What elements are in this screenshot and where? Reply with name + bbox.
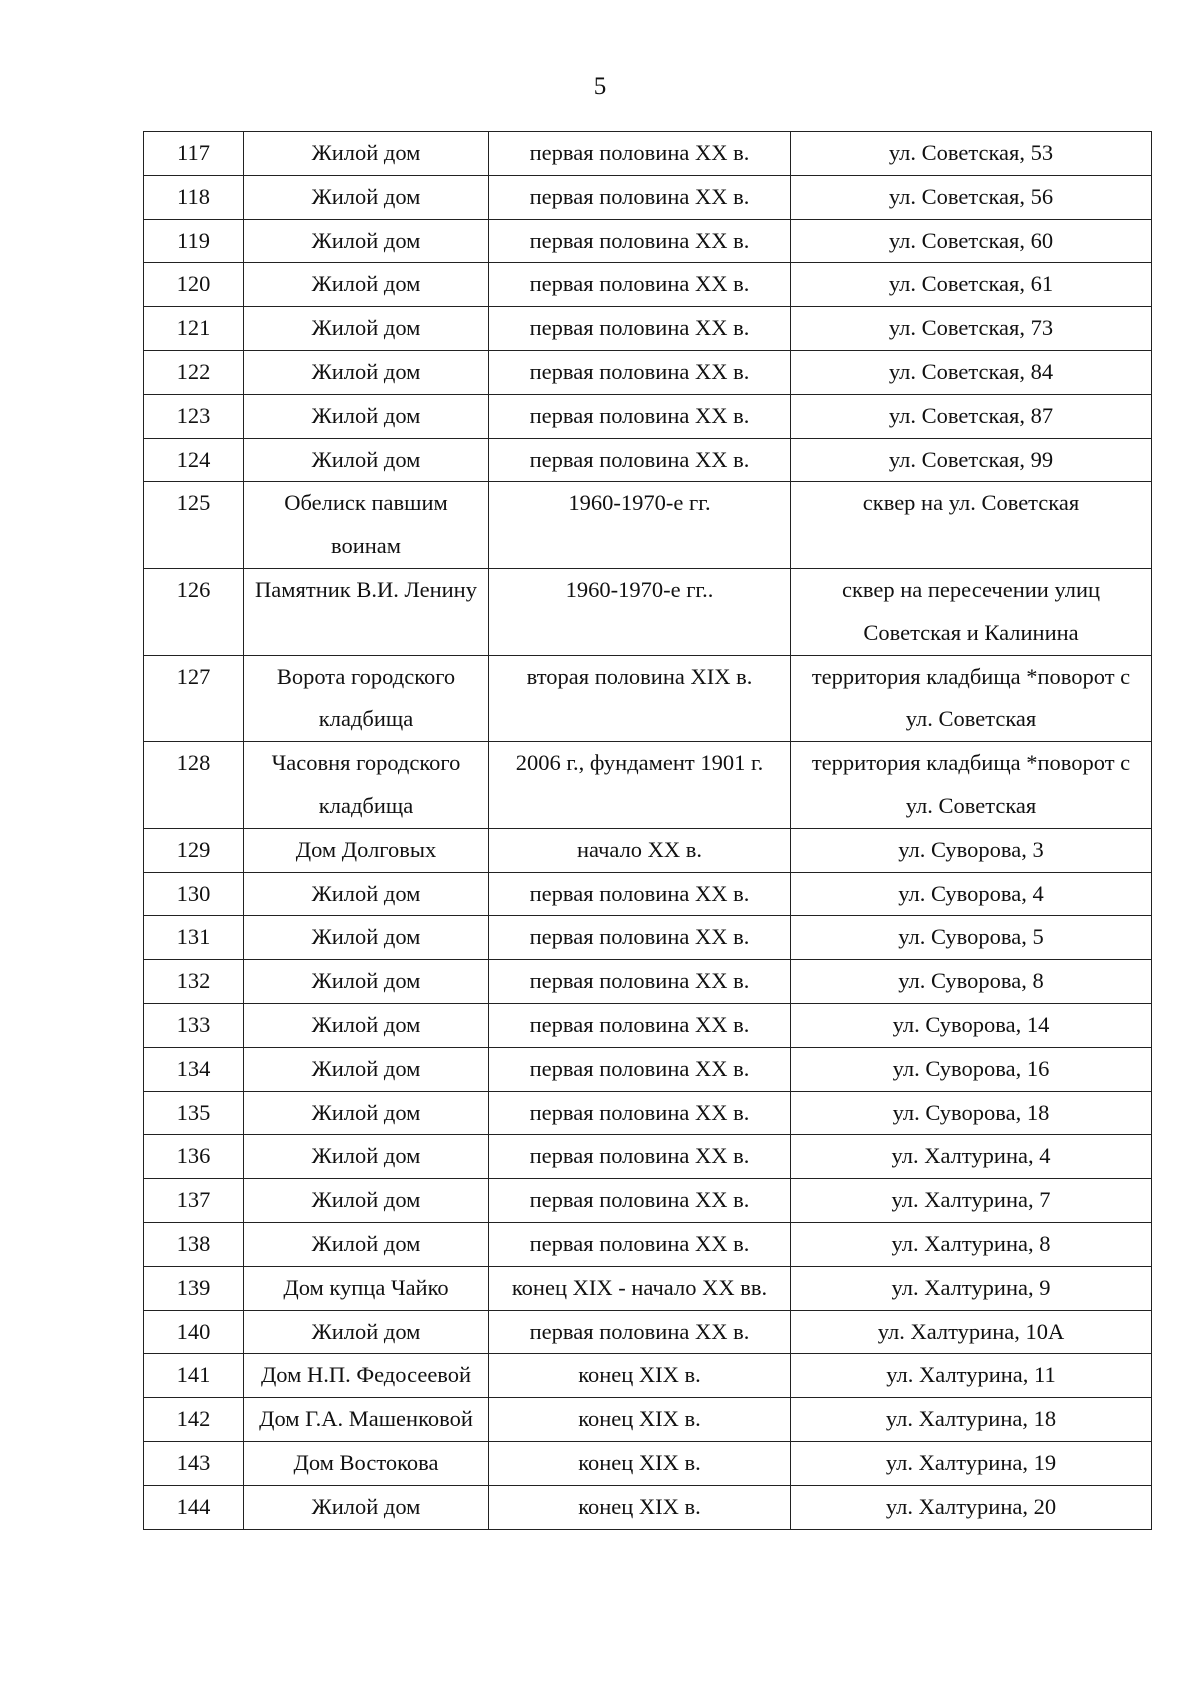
cell-number: 143 bbox=[144, 1441, 244, 1485]
cell-address: ул. Халтурина, 8 bbox=[791, 1222, 1152, 1266]
cell-object-name: Ворота городского кладбища bbox=[244, 655, 489, 742]
table-row bbox=[144, 307, 1152, 351]
table-row bbox=[144, 568, 1152, 655]
cell-address: ул. Советская, 56 bbox=[791, 175, 1152, 219]
table-row bbox=[144, 916, 1152, 960]
cell-object-name: Жилой дом bbox=[244, 438, 489, 482]
cell-object-name: Часовня городского кладбища bbox=[244, 742, 489, 829]
cell-address: ул. Советская, 60 bbox=[791, 219, 1152, 263]
cell-date: 1960-1970-е гг. bbox=[489, 482, 791, 569]
cell-number: 136 bbox=[144, 1135, 244, 1179]
cell-number: 138 bbox=[144, 1222, 244, 1266]
cell-date: начало XX в. bbox=[489, 828, 791, 872]
cell-address: ул. Суворова, 8 bbox=[791, 960, 1152, 1004]
cell-date: 2006 г., фундамент 1901 г. bbox=[489, 742, 791, 829]
cell-date: первая половина XX в. bbox=[489, 175, 791, 219]
table-body bbox=[144, 132, 1152, 1530]
table-row bbox=[144, 1003, 1152, 1047]
cell-date: первая половина XX в. bbox=[489, 219, 791, 263]
cell-number: 137 bbox=[144, 1179, 244, 1223]
cell-object-name: Жилой дом bbox=[244, 307, 489, 351]
table-row bbox=[144, 1310, 1152, 1354]
cell-date: первая половина XX в. bbox=[489, 1222, 791, 1266]
cell-object-name: Памятник В.И. Ленину bbox=[244, 568, 489, 655]
cell-number: 122 bbox=[144, 350, 244, 394]
cell-date: первая половина XX в. bbox=[489, 1091, 791, 1135]
cell-address: ул. Суворова, 3 bbox=[791, 828, 1152, 872]
table-row bbox=[144, 1135, 1152, 1179]
cell-number: 127 bbox=[144, 655, 244, 742]
cell-date: первая половина XX в. bbox=[489, 916, 791, 960]
table-row bbox=[144, 132, 1152, 176]
cell-date: первая половина XX в. bbox=[489, 1047, 791, 1091]
cell-date: первая половина XX в. bbox=[489, 1310, 791, 1354]
cell-object-name: Жилой дом bbox=[244, 872, 489, 916]
table-row bbox=[144, 1179, 1152, 1223]
cell-address: ул. Халтурина, 11 bbox=[791, 1354, 1152, 1398]
cell-number: 135 bbox=[144, 1091, 244, 1135]
cell-address: ул. Советская, 53 bbox=[791, 132, 1152, 176]
table-row bbox=[144, 960, 1152, 1004]
cell-object-name: Дом Востокова bbox=[244, 1441, 489, 1485]
table-row bbox=[144, 1354, 1152, 1398]
cell-object-name: Жилой дом bbox=[244, 350, 489, 394]
cell-number: 118 bbox=[144, 175, 244, 219]
cell-date: первая половина XX в. bbox=[489, 350, 791, 394]
cell-date: первая половина XX в. bbox=[489, 394, 791, 438]
table-row bbox=[144, 655, 1152, 742]
cell-date: вторая половина XIX в. bbox=[489, 655, 791, 742]
cell-number: 117 bbox=[144, 132, 244, 176]
cell-object-name: Жилой дом bbox=[244, 1485, 489, 1529]
cell-date: конец XIX в. bbox=[489, 1441, 791, 1485]
table-row bbox=[144, 1266, 1152, 1310]
cell-address: ул. Советская, 87 bbox=[791, 394, 1152, 438]
table-row bbox=[144, 742, 1152, 829]
cell-number: 142 bbox=[144, 1398, 244, 1442]
cell-object-name: Дом Долговых bbox=[244, 828, 489, 872]
cell-object-name: Жилой дом bbox=[244, 1310, 489, 1354]
cell-object-name: Жилой дом bbox=[244, 1047, 489, 1091]
cell-object-name: Жилой дом bbox=[244, 1091, 489, 1135]
cell-date: конец XIX в. bbox=[489, 1485, 791, 1529]
cell-object-name: Жилой дом bbox=[244, 175, 489, 219]
cell-date: первая половина XX в. bbox=[489, 132, 791, 176]
page-number: 5 bbox=[593, 73, 607, 100]
table-row bbox=[144, 263, 1152, 307]
cell-date: первая половина XX в. bbox=[489, 960, 791, 1004]
cell-object-name: Жилой дом bbox=[244, 394, 489, 438]
cell-address: ул. Советская, 73 bbox=[791, 307, 1152, 351]
cell-address: ул. Халтурина, 18 bbox=[791, 1398, 1152, 1442]
table-row bbox=[144, 1222, 1152, 1266]
cell-object-name: Дом Г.А. Машенковой bbox=[244, 1398, 489, 1442]
cell-date: конец XIX - начало XX вв. bbox=[489, 1266, 791, 1310]
table-row bbox=[144, 219, 1152, 263]
cell-number: 134 bbox=[144, 1047, 244, 1091]
cell-date: первая половина XX в. bbox=[489, 438, 791, 482]
cell-number: 139 bbox=[144, 1266, 244, 1310]
table-row bbox=[144, 482, 1152, 569]
table-row bbox=[144, 1047, 1152, 1091]
table-row bbox=[144, 350, 1152, 394]
table-row bbox=[144, 1091, 1152, 1135]
cell-date: первая половина XX в. bbox=[489, 263, 791, 307]
cell-address: ул. Советская, 84 bbox=[791, 350, 1152, 394]
cell-object-name: Жилой дом bbox=[244, 263, 489, 307]
cell-address: ул. Халтурина, 9 bbox=[791, 1266, 1152, 1310]
cell-object-name: Жилой дом bbox=[244, 219, 489, 263]
table-row bbox=[144, 438, 1152, 482]
cell-number: 119 bbox=[144, 219, 244, 263]
cell-number: 125 bbox=[144, 482, 244, 569]
cell-number: 128 bbox=[144, 742, 244, 829]
table-row bbox=[144, 828, 1152, 872]
cell-address: территория кладбища *поворот с ул. Советская bbox=[791, 742, 1152, 829]
cell-address: ул. Суворова, 5 bbox=[791, 916, 1152, 960]
cell-object-name: Дом Н.П. Федосеевой bbox=[244, 1354, 489, 1398]
cell-object-name: Жилой дом bbox=[244, 1135, 489, 1179]
table-row bbox=[144, 175, 1152, 219]
cell-number: 141 bbox=[144, 1354, 244, 1398]
cell-date: конец XIX в. bbox=[489, 1354, 791, 1398]
cell-address: ул. Суворова, 4 bbox=[791, 872, 1152, 916]
cell-address: ул. Халтурина, 19 bbox=[791, 1441, 1152, 1485]
cell-number: 126 bbox=[144, 568, 244, 655]
cell-address: ул. Халтурина, 20 bbox=[791, 1485, 1152, 1529]
cell-number: 129 bbox=[144, 828, 244, 872]
cell-object-name: Жилой дом bbox=[244, 1222, 489, 1266]
cell-object-name: Жилой дом bbox=[244, 960, 489, 1004]
cell-object-name: Жилой дом bbox=[244, 132, 489, 176]
cell-number: 144 bbox=[144, 1485, 244, 1529]
cell-object-name: Жилой дом bbox=[244, 1003, 489, 1047]
cell-number: 131 bbox=[144, 916, 244, 960]
cell-address: ул. Суворова, 14 bbox=[791, 1003, 1152, 1047]
cell-number: 124 bbox=[144, 438, 244, 482]
cell-date: первая половина XX в. bbox=[489, 1135, 791, 1179]
heritage-objects-table bbox=[143, 131, 1152, 1530]
cell-address: ул. Советская, 99 bbox=[791, 438, 1152, 482]
cell-number: 121 bbox=[144, 307, 244, 351]
table-row bbox=[144, 1398, 1152, 1442]
cell-date: первая половина XX в. bbox=[489, 872, 791, 916]
cell-address: сквер на ул. Советская bbox=[791, 482, 1152, 569]
cell-object-name: Дом купца Чайко bbox=[244, 1266, 489, 1310]
cell-date: первая половина XX в. bbox=[489, 1179, 791, 1223]
cell-date: первая половина XX в. bbox=[489, 1003, 791, 1047]
cell-object-name: Жилой дом bbox=[244, 1179, 489, 1223]
cell-number: 140 bbox=[144, 1310, 244, 1354]
cell-address: ул. Халтурина, 7 bbox=[791, 1179, 1152, 1223]
cell-address: ул. Суворова, 18 bbox=[791, 1091, 1152, 1135]
cell-date: 1960-1970-е гг.. bbox=[489, 568, 791, 655]
table-row bbox=[144, 1441, 1152, 1485]
cell-address: ул. Халтурина, 10А bbox=[791, 1310, 1152, 1354]
cell-address: ул. Советская, 61 bbox=[791, 263, 1152, 307]
cell-number: 123 bbox=[144, 394, 244, 438]
table-row bbox=[144, 872, 1152, 916]
cell-number: 130 bbox=[144, 872, 244, 916]
table-row bbox=[144, 1485, 1152, 1529]
table-row bbox=[144, 394, 1152, 438]
cell-object-name: Обелиск павшим воинам bbox=[244, 482, 489, 569]
cell-date: конец XIX в. bbox=[489, 1398, 791, 1442]
cell-number: 120 bbox=[144, 263, 244, 307]
cell-number: 132 bbox=[144, 960, 244, 1004]
cell-object-name: Жилой дом bbox=[244, 916, 489, 960]
cell-address: сквер на пересечении улиц Советская и Калинина bbox=[791, 568, 1152, 655]
cell-date: первая половина XX в. bbox=[489, 307, 791, 351]
cell-address: ул. Суворова, 16 bbox=[791, 1047, 1152, 1091]
cell-address: территория кладбища *поворот с ул. Советская bbox=[791, 655, 1152, 742]
cell-number: 133 bbox=[144, 1003, 244, 1047]
cell-address: ул. Халтурина, 4 bbox=[791, 1135, 1152, 1179]
